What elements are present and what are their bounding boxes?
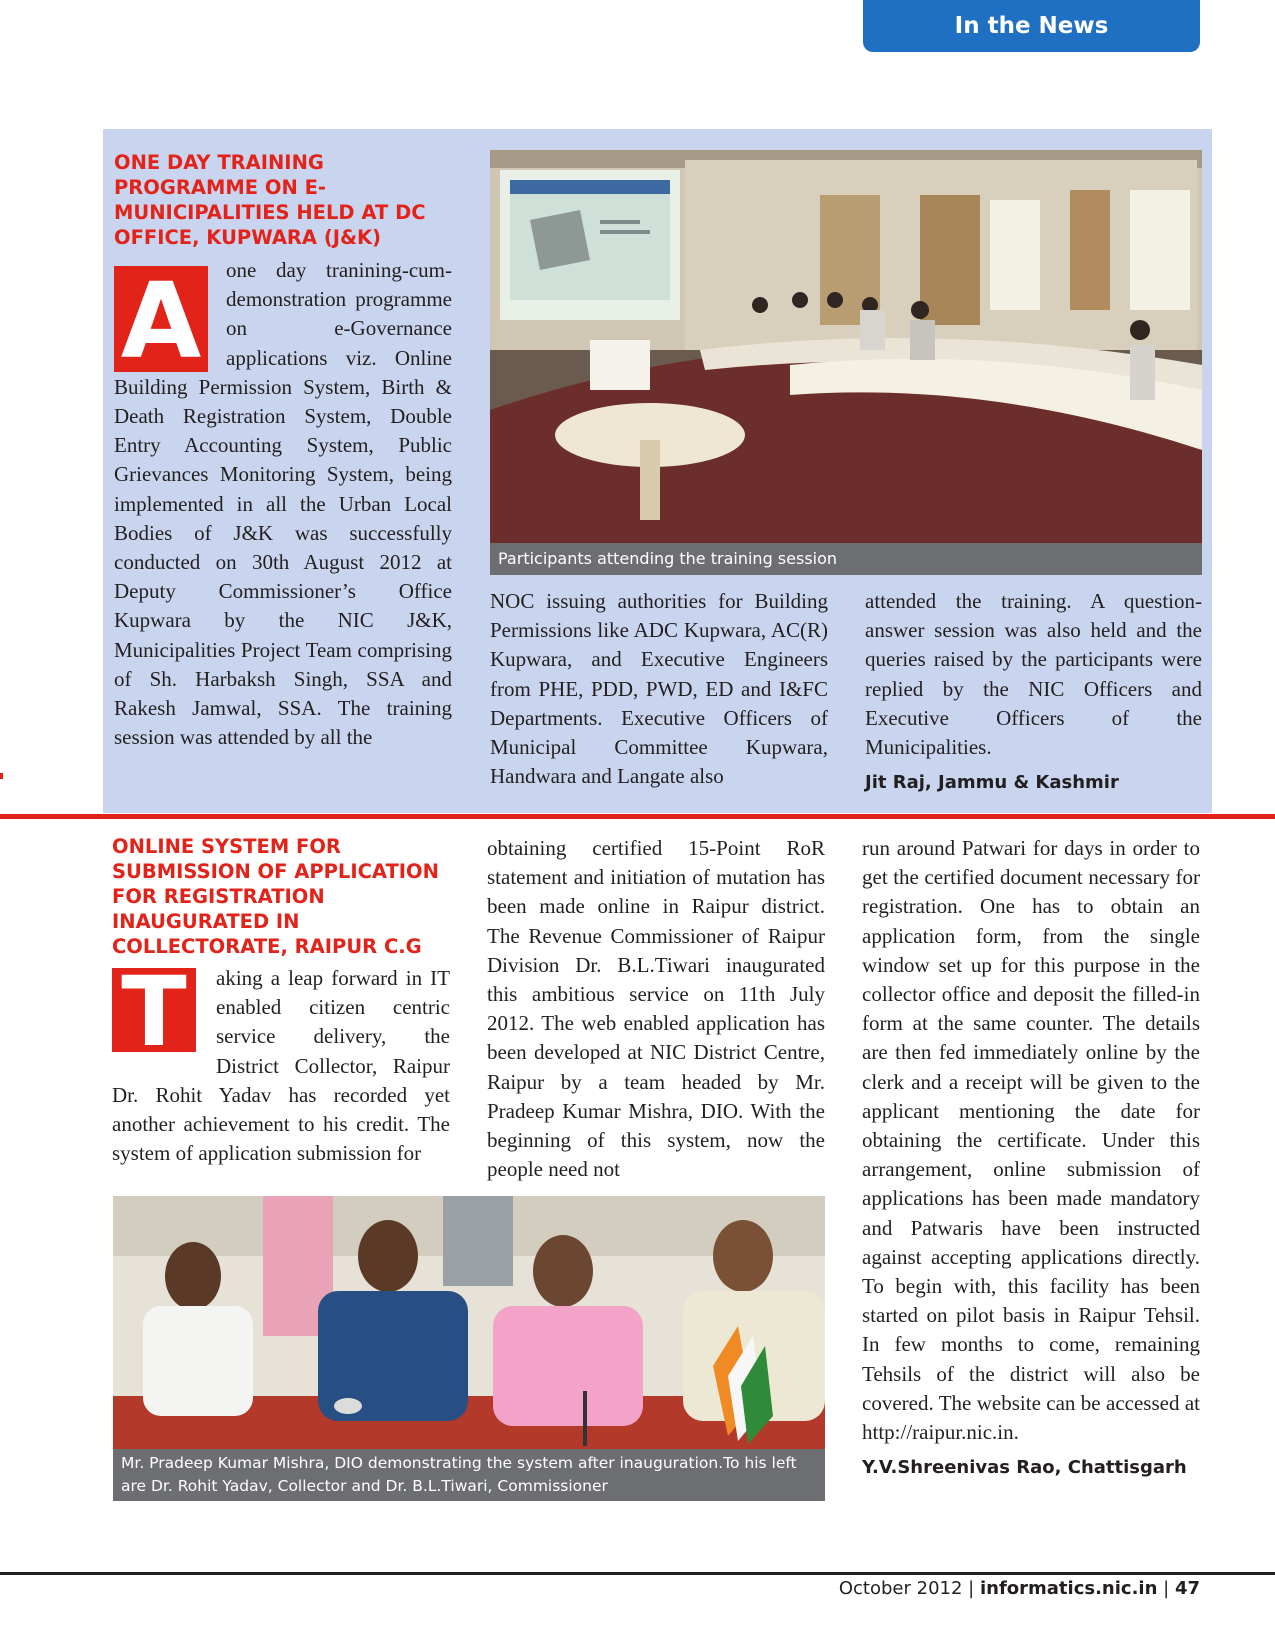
story1-col2-text: NOC issuing authorities for Building Permissions like ADC Kupwara, AC(R) Kupwara, and Executive Engineers from PHE, PDD, PWD, ED and I&FC Departments. Executive Officers of Municipal Committee Kupwara, Handwara and Langate also (490, 589, 828, 789)
story1-headline-block (114, 150, 454, 250)
story1-headline: ONE DAY TRAINING PROGRAMME ON E-MUNICIPALITIES HELD AT DC OFFICE, KUPWARA (J&K) (114, 151, 426, 249)
story1-col3-text: attended the training. A question-answer session was also held and the queries raised by the participants were replied by the NIC Officers and Executive Officers of the Municipalities. (865, 589, 1202, 760)
footer (839, 1578, 1200, 1599)
margin-mark (0, 773, 3, 779)
story1-dropcap: A (114, 266, 208, 372)
footer-site: informatics.nic.in (979, 1578, 1158, 1599)
footer-date: October 2012 | (838, 1578, 975, 1599)
story2-column-2 (487, 834, 825, 1184)
story1-col1-text: one day tranining-cum-demonstration programme on e-Governance applications viz. Online Building Permission System, Birth & Death Registration System, Double Entry Accounting System, Public Grievances Monitoring System, being implemented in all the Urban Local Bodies of J&K was successfully conducted on 30th August 2012 at Deputy Commissioner’s Office Kupwara by the NIC J&K, Municipalities Project Team comprising of Sh. Harbaksh Singh, SSA and Rakesh Jamwal, SSA. The training session was attended by all the (114, 258, 452, 750)
footer-rule (0, 1572, 1275, 1575)
footer-separator: | (1163, 1578, 1170, 1599)
story2-photo-caption: Mr. Pradeep Kumar Mishra, DIO demonstrating the system after inauguration.To his left are Dr. Rohit Yadav, Collector and Dr. B.L.Tiwari, Commissioner (113, 1449, 825, 1501)
story2-col2-text: obtaining certified 15-Point RoR statement and initiation of mutation has been made online in Raipur district. The Revenue Commissioner of Raipur Division Dr. B.L.Tiwari inaugurated this ambitious service on 11th July 2012. The web enabled application has been developed at NIC District Centre, Raipur by a team headed by Mr. Pradeep Kumar Mishra, DIO. With the beginning of this system, now the people need not (487, 836, 825, 1182)
inauguration-photo (113, 1196, 825, 1449)
story2-column-1 (112, 956, 450, 1168)
section-tab: In the News (863, 0, 1200, 52)
training-session-photo (490, 150, 1202, 543)
training-room-illustration (490, 150, 1202, 543)
story1-column-3 (865, 587, 1202, 793)
story2-headline-block (112, 834, 452, 959)
inauguration-illustration (113, 1196, 825, 1449)
story1-column-1 (114, 256, 452, 752)
story2-col3-text: run around Patwari for days in order to get the certified document necessary for registration. One has to obtain an application form, from the single window set up for this purpose in the collector office and deposit the filled-in form at the same counter. The details are then fed immediately online by the clerk and a receipt will be given to the applicant mentioning the date for obtaining the certificate. Under this arrangement, online submission of applications has been made mandatory and Patwaris have been instructed against accepting applications directly. To begin with, this facility has been started on pilot basis in Raipur Tehsil. In few months to come, remaining Tehsils of the district will also be covered. The website can be accessed at http://raipur.nic.in. (862, 836, 1200, 1445)
story1-photo-caption: Participants attending the training session (490, 543, 1202, 575)
story2-column-3 (862, 834, 1200, 1478)
story1-byline: Jit Raj, Jammu & Kashmir (865, 772, 1119, 794)
story2-headline: ONLINE SYSTEM FOR SUBMISSION OF APPLICATION FOR REGISTRATION INAUGURATED IN COLLECTORATE, RAIPUR C.G (112, 835, 439, 958)
story2-byline: Y.V.Shreenivas Rao, Chattisgarh (862, 1457, 1187, 1479)
story2-dropcap: T (112, 968, 196, 1052)
story-divider (0, 814, 1275, 819)
story2-col1-text: aking a leap forward in IT enabled citizen centric service delivery, the District Collector, Raipur Dr. Rohit Yadav has recorded yet another achievement to his credit. The system of application submission for (112, 966, 450, 1166)
story1-column-2 (490, 587, 828, 791)
page-number: 47 (1174, 1578, 1200, 1599)
